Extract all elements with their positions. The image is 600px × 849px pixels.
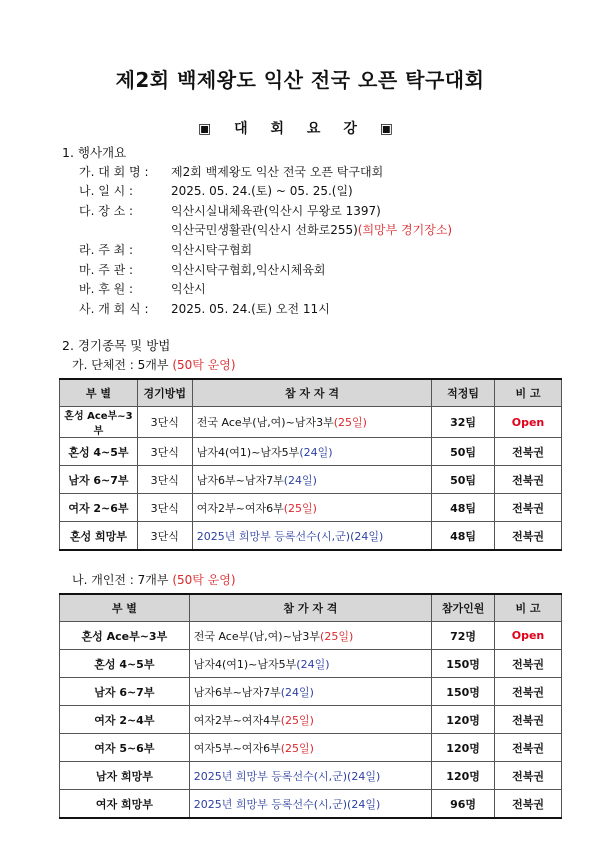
count-cell: 120명 — [432, 706, 495, 734]
remark-cell: 전북권 — [495, 678, 562, 706]
col-header: 참 가 자 격 — [189, 594, 431, 622]
info-label: 사. 개 회 식 : — [79, 302, 149, 316]
count-cell: 72명 — [432, 622, 495, 650]
qual-date: (24일) — [347, 797, 381, 811]
info-value: 2025. 05. 24.(토) ~ 05. 25.(일) — [171, 184, 353, 198]
col-header: 참 자 자 격 — [192, 379, 431, 407]
count-cell: 50팀 — [432, 438, 495, 466]
qual-date: (24일) — [347, 769, 381, 783]
qual-text: 여자5부~여자6부 — [193, 741, 281, 755]
info-row-organizer — [79, 261, 326, 278]
qual-cell — [192, 494, 431, 522]
info-row-name — [79, 163, 383, 180]
method-cell: 3단식 — [137, 494, 192, 522]
remark-cell: Open — [495, 622, 562, 650]
section2-heading: 2. 경기종목 및 방법 — [62, 338, 171, 353]
table-row — [60, 622, 562, 650]
count-cell: 50팀 — [432, 466, 495, 494]
qual-date: (24일) — [296, 657, 330, 671]
qual-date: (25일) — [280, 713, 314, 727]
info-value: 2025. 05. 24.(토) 오전 11시 — [171, 302, 330, 316]
method-cell: 3단식 — [137, 466, 192, 494]
method-cell: 3단식 — [137, 407, 192, 438]
qual-text: 남자6부~남자7부 — [196, 473, 284, 487]
info-row-venue2 — [79, 221, 452, 238]
table-row — [60, 762, 562, 790]
method-cell: 3단식 — [137, 438, 192, 466]
count-cell: 150명 — [432, 650, 495, 678]
qual-date: (24일) — [283, 473, 317, 487]
col-header: 부 별 — [60, 594, 190, 622]
remark-cell: 전북권 — [495, 494, 562, 522]
qual-text: 여자2부~여자4부 — [193, 713, 281, 727]
qual-text: 남자4(여1)~남자5부 — [196, 445, 300, 459]
info-label: 가. 대 회 명 : — [79, 165, 149, 179]
team-table — [59, 378, 562, 551]
count-cell: 48팀 — [432, 494, 495, 522]
qual-cell — [189, 762, 431, 790]
info-label: 다. 장 소 : — [79, 204, 134, 218]
division-cell: 남자 6~7부 — [60, 678, 190, 706]
table-row — [60, 790, 562, 819]
col-header: 부 별 — [60, 379, 138, 407]
table-header-row — [60, 594, 562, 622]
info-value: 익산시탁구협회 — [171, 243, 253, 257]
table-row — [60, 494, 562, 522]
remark-cell: 전북권 — [495, 466, 562, 494]
division-cell: 여자 2~6부 — [60, 494, 138, 522]
qual-text: 여자2부~여자6부 — [196, 501, 284, 515]
qual-date: (25일) — [280, 741, 314, 755]
count-cell: 96명 — [432, 790, 495, 819]
info-label: 나. 일 시 : — [79, 184, 134, 198]
info-value: 제2회 백제왕도 익산 전국 오픈 탁구대회 — [171, 165, 384, 179]
individual-table — [59, 593, 562, 819]
qual-cell — [189, 650, 431, 678]
qual-date: (25일) — [320, 629, 354, 643]
page-title: 제2회 백제왕도 익산 전국 오픈 탁구대회 — [115, 68, 485, 92]
division-cell: 혼성 희망부 — [60, 522, 138, 551]
table-row — [60, 438, 562, 466]
qual-text: 2025년 희망부 등록선수(시,군) — [196, 529, 351, 543]
col-header: 참가인원 — [432, 594, 495, 622]
division-cell: 혼성 Ace부~3부 — [60, 622, 190, 650]
qual-text: 2025년 희망부 등록선수(시,군) — [193, 797, 348, 811]
remark-cell: Open — [495, 407, 562, 438]
table-row — [60, 678, 562, 706]
qual-cell — [192, 466, 431, 494]
col-header: 경기방법 — [137, 379, 192, 407]
division-cell: 혼성 4~5부 — [60, 650, 190, 678]
individual-caption — [72, 571, 236, 588]
info-value: 익산시실내체육관(익산시 무왕로 1397) — [171, 204, 381, 218]
count-cell: 120명 — [432, 734, 495, 762]
table-row — [60, 650, 562, 678]
qual-text: 남자6부~남자7부 — [193, 685, 281, 699]
qual-date: (24일) — [299, 445, 333, 459]
individual-caption-note: (50탁 운영) — [172, 573, 236, 587]
remark-cell: 전북권 — [495, 790, 562, 819]
method-cell: 3단식 — [137, 522, 192, 551]
individual-caption-text: 나. 개인전 : 7개부 — [72, 573, 169, 587]
table-row — [60, 466, 562, 494]
qual-date: (25일) — [283, 501, 317, 515]
qual-date: (24일) — [280, 685, 314, 699]
team-caption-text: 가. 단체전 : 5개부 — [72, 358, 169, 372]
qual-cell — [192, 438, 431, 466]
division-cell: 혼성 Ace부~3부 — [60, 407, 138, 438]
remark-cell: 전북권 — [495, 522, 562, 551]
table-row — [60, 706, 562, 734]
table-header-row — [60, 379, 562, 407]
qual-cell — [192, 522, 431, 551]
info-row-sponsor — [79, 280, 206, 297]
division-cell: 여자 5~6부 — [60, 734, 190, 762]
info-row-date — [79, 182, 353, 199]
qual-text: 전국 Ace부(남,여)~남3부 — [193, 629, 321, 643]
qual-cell — [189, 790, 431, 819]
col-header: 적정팀 — [432, 379, 495, 407]
remark-cell: 전북권 — [495, 706, 562, 734]
remark-cell: 전북권 — [495, 438, 562, 466]
qual-cell — [189, 706, 431, 734]
info-row-host — [79, 241, 252, 258]
info-label: 라. 주 최 : — [79, 243, 134, 257]
qual-text: 전국 Ace부(남,여)~남자3부 — [196, 416, 334, 429]
qual-cell — [189, 734, 431, 762]
table-row — [60, 407, 562, 438]
qual-text: 2025년 희망부 등록선수(시,군) — [193, 769, 348, 783]
qual-text: 남자4(여1)~남자5부 — [193, 657, 297, 671]
division-cell: 여자 희망부 — [60, 790, 190, 819]
table-row — [60, 522, 562, 551]
qual-cell — [189, 622, 431, 650]
qual-cell — [189, 678, 431, 706]
info-note: (희망부 경기장소) — [357, 223, 453, 237]
qual-date: (25일) — [333, 416, 367, 429]
count-cell: 150명 — [432, 678, 495, 706]
col-header: 비 고 — [495, 379, 562, 407]
count-cell: 32팀 — [432, 407, 495, 438]
division-cell: 남자 희망부 — [60, 762, 190, 790]
count-cell: 120명 — [432, 762, 495, 790]
info-row-venue — [79, 202, 381, 219]
table-row — [60, 734, 562, 762]
info-value: 익산시 — [171, 282, 206, 296]
remark-cell: 전북권 — [495, 762, 562, 790]
info-value: 익산국민생활관(익산시 선화로255) — [171, 223, 358, 237]
team-caption-note: (50탁 운영) — [172, 358, 236, 372]
col-header: 비 고 — [495, 594, 562, 622]
info-value: 익산시탁구협회,익산시체육회 — [171, 263, 326, 277]
count-cell: 48팀 — [432, 522, 495, 551]
division-cell: 혼성 4~5부 — [60, 438, 138, 466]
division-cell: 여자 2~4부 — [60, 706, 190, 734]
remark-cell: 전북권 — [495, 650, 562, 678]
qual-date: (24일) — [350, 529, 384, 543]
info-label: 바. 후 원 : — [79, 282, 134, 296]
section1-heading: 1. 행사개요 — [62, 145, 127, 160]
team-caption — [72, 356, 236, 373]
remark-cell: 전북권 — [495, 734, 562, 762]
info-row-opening — [79, 300, 330, 317]
document-subtitle: ▣ 대 회 요 강 ▣ — [198, 121, 402, 137]
qual-cell — [192, 407, 431, 438]
info-label: 마. 주 관 : — [79, 263, 134, 277]
division-cell: 남자 6~7부 — [60, 466, 138, 494]
